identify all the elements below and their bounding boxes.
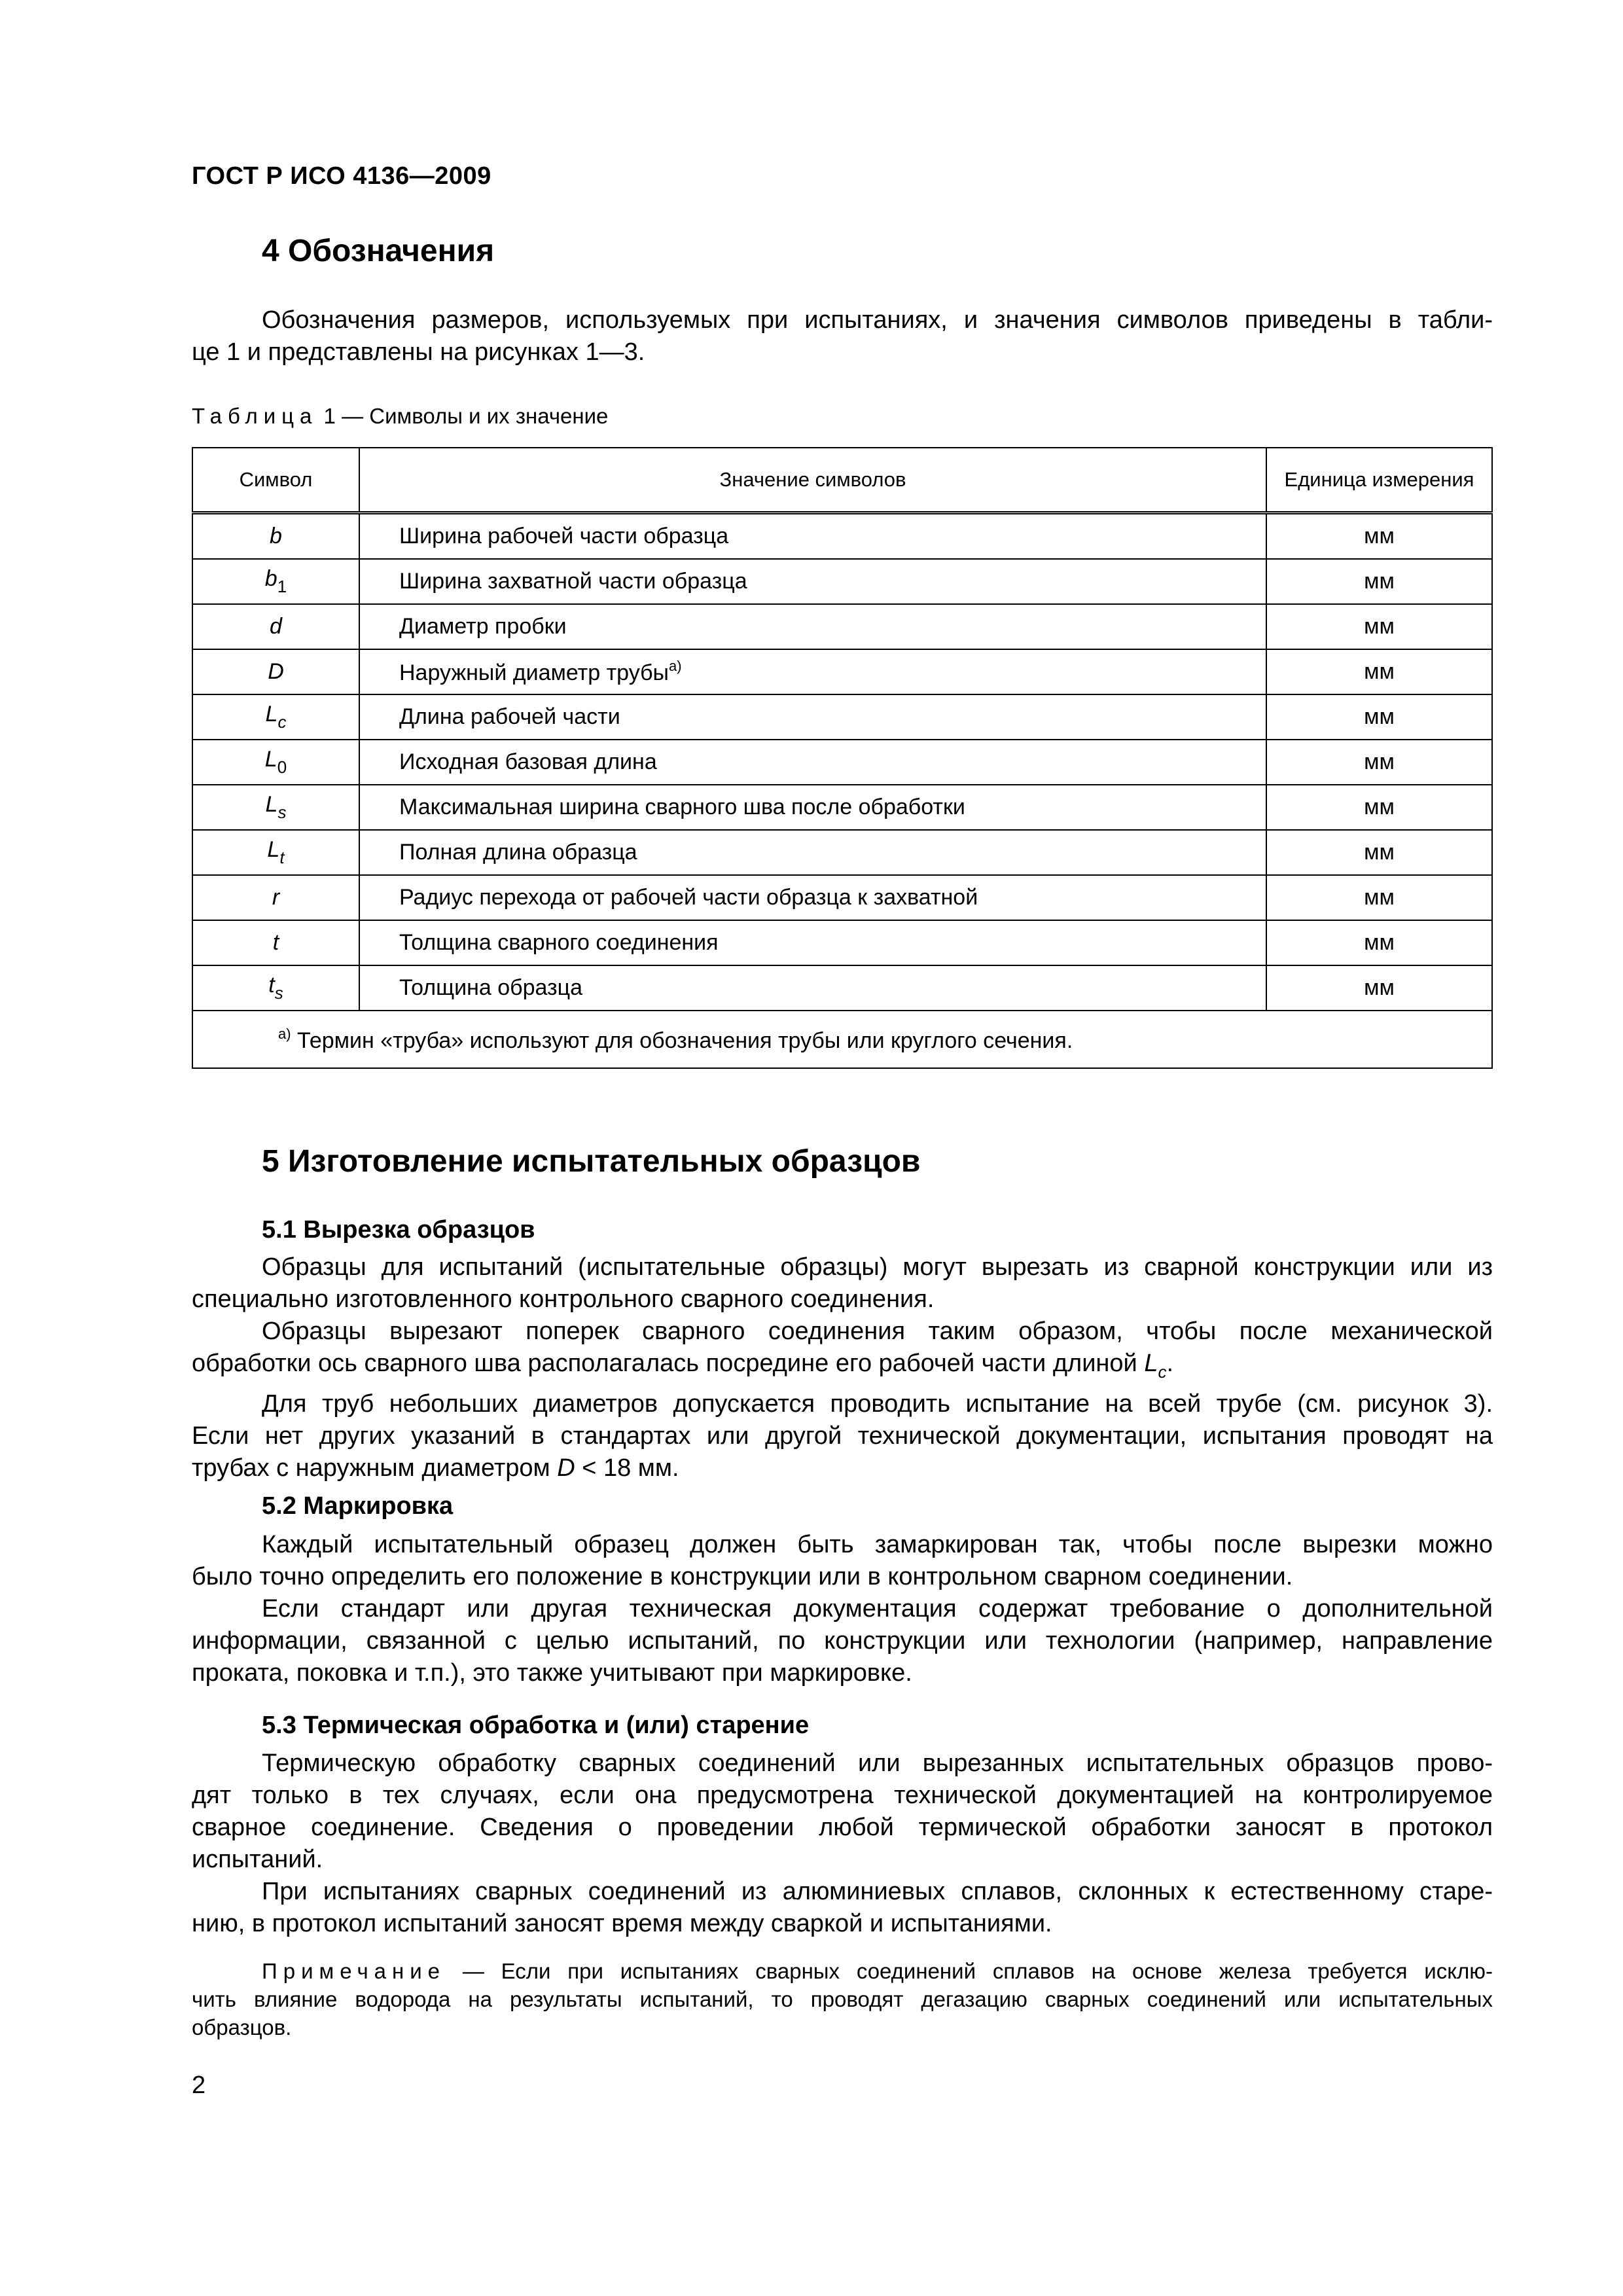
unit-cell: мм xyxy=(1266,830,1492,875)
text-fragment: обработки ось сварного шва располагалась посредине его рабочей части длиной xyxy=(192,1350,1145,1377)
table-row xyxy=(192,559,1492,604)
unit-cell: мм xyxy=(1266,785,1492,830)
symbol-letter: L xyxy=(265,792,278,817)
paragraph-line: Для труб небольших диаметров допускается проводить испытание на всей трубе (см. рисунок 3). xyxy=(262,1390,1493,1418)
meaning-text: Толщина сварного соединения xyxy=(399,930,719,955)
meaning-text: Диаметр пробки xyxy=(399,614,567,639)
symbol-cell xyxy=(192,785,359,830)
meaning-text: Полная длина образца xyxy=(399,840,637,865)
symbol-letter: r xyxy=(272,885,280,910)
table-row xyxy=(192,740,1492,785)
meaning-cell xyxy=(359,875,1266,920)
unit-cell: мм xyxy=(1266,920,1492,965)
symbol-cell xyxy=(192,875,359,920)
meaning-cell xyxy=(359,649,1266,694)
symbol-cell xyxy=(192,649,359,694)
paragraph-line: Каждый испытательный образец должен быть замаркирован так, чтобы после вырезки можно xyxy=(262,1531,1493,1558)
unit-cell: мм xyxy=(1266,513,1492,560)
table-row xyxy=(192,513,1492,560)
symbol-letter: D xyxy=(268,659,284,684)
table-caption-prefix: Таблица xyxy=(192,404,318,428)
unit-cell: мм xyxy=(1266,875,1492,920)
symbol-L: L xyxy=(1144,1350,1158,1377)
meaning-cell xyxy=(359,694,1266,740)
unit-cell: мм xyxy=(1266,559,1492,604)
text-fragment: . xyxy=(1166,1350,1174,1377)
table-row xyxy=(192,604,1492,649)
paragraph-line: Термическую обработку сварных соединений или вырезанных испытательных образцов прово- xyxy=(262,1749,1493,1777)
symbol-letter: L xyxy=(264,747,277,772)
note-line: образцов. xyxy=(192,2015,292,2039)
unit-cell: мм xyxy=(1266,965,1492,1011)
header-symbol: Символ xyxy=(192,448,359,513)
unit-cell: мм xyxy=(1266,604,1492,649)
table-row xyxy=(192,920,1492,965)
footnote-text: Термин «труба» используют для обозначения трубы или круглого сечения. xyxy=(291,1028,1073,1053)
paragraph-line: Если нет других указаний в стандартах или другой технической документации, испытания проводят на xyxy=(192,1422,1493,1450)
symbol-subscript: 0 xyxy=(277,757,287,777)
symbol-cell xyxy=(192,830,359,875)
symbol-cell xyxy=(192,694,359,740)
unit-cell: мм xyxy=(1266,694,1492,740)
symbol-cell xyxy=(192,740,359,785)
table-1-caption xyxy=(192,404,608,429)
paragraph-line: Образцы для испытаний (испытательные образцы) могут вырезать из сварной конструкции или из xyxy=(262,1253,1493,1281)
table-caption-text: 1 — Символы и их значение xyxy=(317,404,609,428)
note-line xyxy=(192,1957,1493,1985)
symbol-subscript: c xyxy=(1158,1362,1167,1382)
symbol-cell xyxy=(192,965,359,1011)
section-5-3-note xyxy=(192,1957,1493,2041)
paragraph-line: При испытаниях сварных соединений из алюминиевых сплавов, склонных к естественному старе- xyxy=(262,1878,1493,1905)
symbol-letter: t xyxy=(272,930,279,955)
table-body xyxy=(192,513,1492,1069)
table-row xyxy=(192,965,1492,1011)
paragraph-line: Если стандарт или другая техническая документация содержат требование о дополнительной xyxy=(262,1595,1493,1623)
note-line: чить влияние водорода на результаты испытаний, то проводят дегазацию сварных соединений или испытательных xyxy=(192,1987,1493,2011)
unit-cell: мм xyxy=(1266,740,1492,785)
paragraph-line: было точно определить его положение в конструкции или в контрольном сварном соединении. xyxy=(192,1563,1293,1590)
table-row xyxy=(192,830,1492,875)
text-fragment: трубах с наружным диаметром xyxy=(192,1454,558,1482)
meaning-text: Толщина образца xyxy=(399,975,583,1000)
meaning-text: Наружный диаметр трубы xyxy=(399,660,669,685)
symbol-letter: t xyxy=(268,973,275,997)
meaning-text: Длина рабочей части xyxy=(399,704,620,729)
table-row xyxy=(192,875,1492,920)
paragraph-line xyxy=(192,1452,1493,1484)
meaning-cell xyxy=(359,785,1266,830)
meaning-text: Исходная базовая длина xyxy=(399,749,657,774)
footnote-marker: а) xyxy=(668,658,682,674)
symbol-letter: b xyxy=(264,566,277,591)
table-footnote-row xyxy=(192,1011,1492,1068)
meaning-text: Максимальная ширина сварного шва после обработки xyxy=(399,795,965,819)
table-row xyxy=(192,785,1492,830)
paragraph-line: нию, в протокол испытаний заносят время между сваркой и испытаниями. xyxy=(192,1910,1052,1937)
section-5-3-heading: 5.3 Термическая обработка и (или) старение xyxy=(262,1712,810,1739)
meaning-cell xyxy=(359,513,1266,560)
table-row xyxy=(192,694,1492,740)
text-fragment: < 18 мм. xyxy=(575,1454,679,1482)
section-5-2-heading: 5.2 Маркировка xyxy=(262,1492,454,1520)
symbol-letter: d xyxy=(270,614,282,639)
footnote-marker: а) xyxy=(278,1025,291,1042)
note-prefix: Примечание xyxy=(262,1959,446,1983)
header-meaning: Значение символов xyxy=(359,448,1266,513)
symbol-cell xyxy=(192,920,359,965)
section-4-intro xyxy=(192,304,1493,368)
symbol-D: D xyxy=(557,1454,575,1482)
paragraph-line: це 1 и представлены на рисунках 1—3. xyxy=(192,338,645,366)
document-code: ГОСТ Р ИСО 4136—2009 xyxy=(192,162,491,190)
header-unit: Единица измерения xyxy=(1266,448,1492,513)
symbol-subscript: s xyxy=(277,802,287,822)
symbol-letter: L xyxy=(265,702,278,726)
symbol-subscript: t xyxy=(279,848,285,867)
paragraph-line: сварное соединение. Сведения о проведении любой термической обработки заносят в протокол xyxy=(192,1814,1493,1841)
meaning-cell xyxy=(359,604,1266,649)
meaning-text: Ширина захватной части образца xyxy=(399,569,747,594)
paragraph-line: дят только в тех случаях, если она предусмотрена технической документацией на контролируемое xyxy=(192,1782,1493,1809)
section-5-1-heading: 5.1 Вырезка образцов xyxy=(262,1216,535,1244)
meaning-cell xyxy=(359,740,1266,785)
table-footnote xyxy=(192,1011,1492,1068)
paragraph-line xyxy=(192,1348,1493,1388)
paragraph-line: информации, связанной с целью испытаний, по конструкции или технологии (например, направление xyxy=(192,1627,1493,1655)
symbol-letter: b xyxy=(270,524,282,548)
unit-cell: мм xyxy=(1266,649,1492,694)
meaning-cell xyxy=(359,965,1266,1011)
section-4-heading: 4 Обозначения xyxy=(262,234,495,268)
meaning-cell xyxy=(359,830,1266,875)
symbol-cell xyxy=(192,604,359,649)
symbol-subscript: 1 xyxy=(277,577,287,596)
meaning-text: Радиус перехода от рабочей части образца к захватной xyxy=(399,885,978,910)
paragraph-line: проката, поковка и т.п.), это также учитывают при маркировке. xyxy=(192,1659,912,1687)
section-5-1-body xyxy=(192,1251,1493,1484)
meaning-cell xyxy=(359,920,1266,965)
symbol-cell xyxy=(192,513,359,560)
symbol-letter: L xyxy=(267,837,280,862)
symbol-cell xyxy=(192,559,359,604)
table-row xyxy=(192,649,1492,694)
paragraph-line: специально изготовленного контрольного сварного соединения. xyxy=(192,1285,935,1313)
section-5-3-body xyxy=(192,1748,1493,1940)
paragraph-line: испытаний. xyxy=(192,1846,323,1873)
page-number: 2 xyxy=(192,2072,206,2099)
meaning-text: Ширина рабочей части образца xyxy=(399,524,729,548)
meaning-cell xyxy=(359,559,1266,604)
symbol-subscript: c xyxy=(277,712,287,732)
symbols-table xyxy=(192,447,1493,1069)
symbol-subscript: s xyxy=(274,983,283,1003)
section-5-2-body xyxy=(192,1529,1493,1689)
paragraph-line: Обозначения размеров, используемых при испытаниях, и значения символов приведены в табли- xyxy=(262,306,1493,334)
paragraph-line: Образцы вырезают поперек сварного соединения таким образом, чтобы после механической xyxy=(262,1318,1493,1345)
text-fragment: — Если при испытаниях сварных соединений сплавов на основе железа требуется исклю- xyxy=(446,1959,1493,1983)
section-5-heading: 5 Изготовление испытательных образцов xyxy=(262,1144,921,1179)
table-header-row xyxy=(192,448,1492,513)
